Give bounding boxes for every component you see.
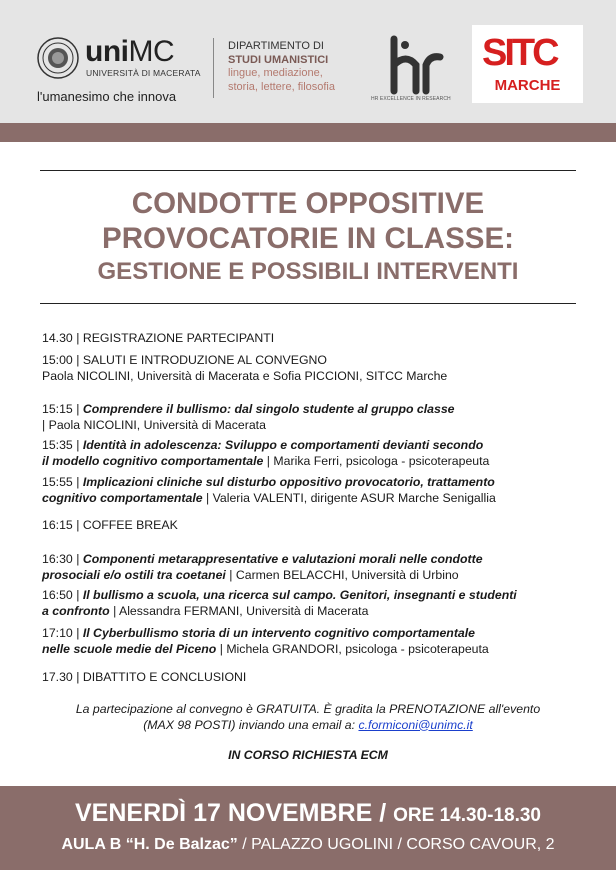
program-item: 15:55 | Implicazioni cliniche sul disturbo oppositivo provocatorio, trattamento cognitivo comportamentale | Valeria VALENTI, dirigente ASUR Marche Senigallia (42, 475, 496, 505)
program-item: 16:30 | Componenti metarappresentative e valutazioni morali nelle condotte prosociali e/o ostili tra coetanei | Carmen BELACCHI, Università di Urbino (42, 552, 483, 582)
department-block (228, 40, 335, 94)
tagline: l'umanesimo che innova (37, 89, 177, 104)
hr-excellence-logo-icon (378, 35, 448, 95)
registration-note: La partecipazione al convegno è GRATUITA. È gradita la PRENOTAZIONE all'evento (MAX 98 POSTI) inviando una email a: c.formiconi@unimc.it (75, 702, 541, 732)
event-date-time: VENERDÌ 17 NOVEMBRE / ORE 14.30-18.30 (74, 799, 541, 827)
event-time: ORE 14.30-18.30 (393, 805, 541, 826)
program-item: 15:00 | SALUTI E INTRODUZIONE AL CONVEGNO Paola NICOLINI, Università di Macerata e Sofia PICCIONI, SITCC Marche (42, 353, 448, 383)
title-top-rule (40, 170, 576, 171)
header-divider (213, 38, 214, 98)
title-line-1: CONDOTTE OPPOSITIVE (131, 187, 485, 220)
event-title (40, 186, 576, 288)
program-item: 15:15 | Comprendere il bullismo: dal singolo studente al gruppo classe | Paola NICOLINI, Università di Macerata (42, 402, 455, 432)
program-item: 15:35 | Identità in adolescenza: Sviluppo e comportamenti devianti secondo il modello cognitivo comportamentale | Marika Ferri, psicologa - psicoterapeuta (42, 438, 490, 468)
university-seal-icon (37, 37, 79, 79)
sitc-marche-logo (472, 25, 583, 103)
header-band (0, 123, 616, 142)
program-item: 17.30 | DIBATTITO E CONCLUSIONI (42, 670, 247, 684)
program-item: 14.30 | REGISTRAZIONE PARTECIPANTI (42, 331, 275, 345)
event-location: AULA B “H. De Balzac” / PALAZZO UGOLINI / CORSO CAVOUR, 2 (61, 836, 555, 853)
department-line-1: DIPARTIMENTO DI (228, 40, 324, 52)
email-link[interactable]: c.formiconi@unimc.it (358, 717, 473, 732)
title-line-3: GESTIONE E POSSIBILI INTERVENTI (97, 258, 519, 285)
program-item: 17:10 | Il Cyberbullismo storia di un intervento cognitivo comportamentale nelle scuole medie del Piceno | Michela GRANDORI, psicologa - psicoterapeuta (42, 626, 489, 656)
department-line-3: lingue, mediazione, (228, 67, 323, 79)
sitc-logo-text: SITC (482, 32, 557, 74)
ecm-note: IN CORSO RICHIESTA ECM (228, 748, 388, 762)
university-subtitle: UNIVERSITÀ DI MACERATA (86, 68, 201, 78)
event-room: AULA B “H. De Balzac” (61, 836, 238, 853)
program-item: 16:50 | Il bullismo a scuola, una ricerca sul campo. Genitori, insegnanti e studenti a confronto | Alessandra FERMANI, Università di Macerata (42, 588, 517, 618)
department-line-2: STUDI UMANISTICI (228, 53, 329, 66)
sitc-region: MARCHE (494, 77, 561, 94)
department-line-4: storia, lettere, filosofia (228, 80, 335, 93)
event-date: VENERDÌ 17 NOVEMBRE (74, 799, 373, 827)
hr-excellence-caption: HR EXCELLENCE IN RESEARCH (371, 96, 451, 102)
title-bottom-rule (40, 303, 576, 304)
university-logo: uniMC (85, 35, 175, 68)
title-line-2: PROVOCATORIE IN CLASSE: (102, 222, 514, 255)
program-item: 16:15 | COFFEE BREAK (42, 518, 178, 532)
